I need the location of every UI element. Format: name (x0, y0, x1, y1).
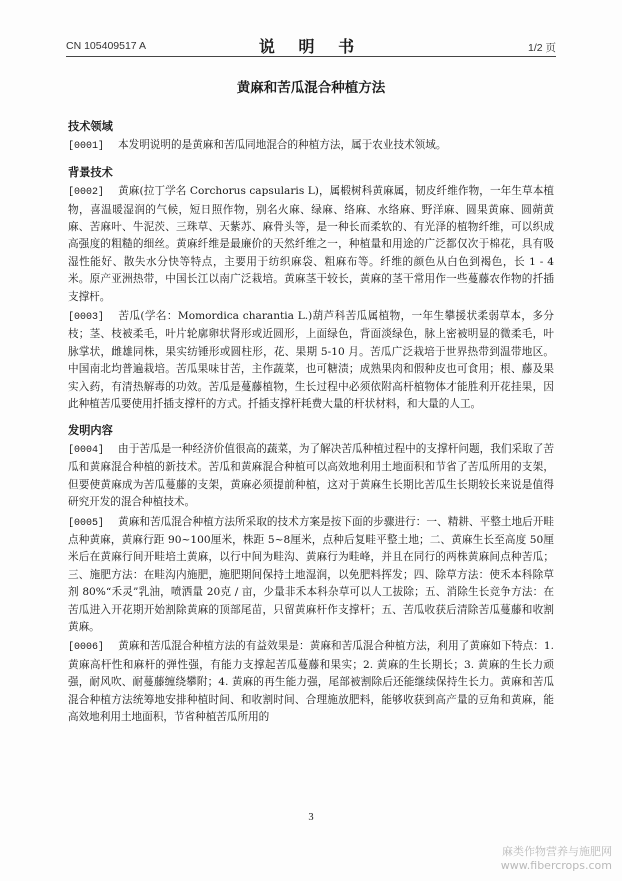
paragraph-number: [0002] (68, 187, 105, 199)
paragraph-0002 (68, 183, 554, 306)
paragraph-0006 (68, 638, 554, 726)
paragraph-number: [0003] (68, 312, 105, 324)
patent-number: CN 105409517 A (66, 40, 146, 52)
page-header (66, 34, 556, 57)
paragraph-number: [0001] (68, 141, 105, 153)
page-number: 3 (308, 812, 314, 823)
paragraph-text: 由于苦瓜是一种经济价值很高的蔬菜，为了解决苦瓜种植过程中的支撑杆问题，我们采取了苦瓜和黄麻混合种植的新技术。苦瓜和黄麻混合种植可以高效地利用土地面积和节省了苦瓜所用的支架，但要使黄麻成为苦瓜蔓藤的支架，黄麻必须提前种植，这对于黄麻生长期比苦瓜生长期较长来说是值得研究开发的混合种植技术。 (68, 442, 554, 509)
paragraph-text: 黄麻和苦瓜混合种植方法的有益效果是：黄麻和苦瓜混合种植方法，利用了黄麻如下特点：1. 黄麻高杆性和麻杆的弹性强，有能力支撑起苦瓜蔓藤和果实；2. 黄麻的生长期长；3. 黄麻的生长力顽强，耐风吹、耐蔓藤缠绕攀附；4. 黄麻的再生能力强，尾部被割除后还能继续保持生长力。黄麻和苦瓜混合种植方法统筹地安排种植时间、和收割时间、合理施放肥料，能够收获到高产量的豆角和黄麻，能高效地利用土地面积，节省种植苦瓜所用的 (68, 640, 554, 723)
watermark-url: www.fibercrops.com (500, 859, 612, 872)
site-watermark (501, 845, 612, 873)
paragraph-text: 苦瓜(学名：Momordica charantia L.)葫芦科苦瓜属植物，一年生攀援状柔弱草本，多分枝；茎、枝被柔毛，叶片轮廓卵状肾形或近圆形，上面绿色，背面淡绿色，脉上密被明显的微柔毛，叶脉掌状，雌雄同株，果实纺锤形或圆柱形，花、果期 5-10 月。苦瓜广泛栽培于世界热带到温带地区。中国南北均普遍栽培。苦瓜果味甘苦，主作蔬菜，也可糖渍；成熟果肉和假种皮也可食用；根、藤及果实入药，有清热解毒的功效。苦瓜是蔓藤植物，生长过程中必须依附高杆植物体才能胜利开花挂果，因此种植苦瓜要使用扦插支撑杆的方式。扦插支撑杆耗费大量的杆状材料，和大量的人工。 (68, 310, 554, 411)
section-heading-summary: 发明内容 (68, 423, 113, 437)
paragraph-0005 (68, 514, 554, 637)
section-heading-technical-field: 技术领域 (68, 120, 113, 133)
paragraph-text: 黄麻(拉丁学名 Corchorus capsularis L)，属椴树科黄麻属，韧皮纤维作物，一年生草本植物，喜温暖湿润的气候，短日照作物，别名火麻、绿麻、络麻、水络麻、野洋麻、圆果黄麻、圆蒴黄麻、苦麻叶、牛泥茨、三珠草、天紫苏、麻骨头等，是一种长而柔软的、有光泽的植物纤维，可以织成高强度的粗糙的细丝。黄麻纤维是最廉价的天然纤维之一，种植量和用途的广泛都仅次于棉花，具有吸湿性能好、散失水分快等特点，主要用于纺织麻袋、粗麻布等。纤维的颜色从白色到褐色，长 1 - 4 米。原产亚洲热带，中国长江以南广泛栽培。黄麻茎干较长，黄麻的茎干常用作一些蔓藤农作物的扦插支撑杆。 (68, 185, 554, 303)
paragraph-number: [0005] (68, 517, 105, 529)
paragraph-0003 (68, 308, 554, 413)
paragraph-text: 本发明说明的是黄麻和苦瓜同地混合的种植方法，属于农业技术领域。 (118, 139, 447, 152)
page-indicator: 1/2 页 (527, 42, 556, 54)
document-body (68, 118, 554, 728)
watermark-site-name: 麻类作物营养与施肥网 (502, 845, 612, 858)
document-type-title: 说 明 书 (258, 37, 364, 56)
paragraph-0004 (68, 441, 554, 512)
paragraph-text: 黄麻和苦瓜混合种植方法所采取的技术方案是按下面的步骤进行：一、精耕、平整土地后开畦点种黄麻，黄麻行距 90~100厘米，株距 5~8厘米，点种后复畦平整土地；二、黄麻生长至高度 50厘米后在黄麻行间开畦培土黄麻，以行中间为畦沟、黄麻行为畦峰，并且在同行的两株黄麻间点种苦瓜；三、施肥方法：在畦沟内施肥，施肥期间保持土地湿润，以免肥料挥发；四、除草方法：使禾本科除草剂 80%“禾灵”乳油，喷洒量 20克 / 亩，少量非禾本科杂草可以人工拔除；五、消除生长竞争方法：在苦瓜进入开花期开始割除黄麻的顶部尾苗，只留黄麻杆作支撑杆；五、苦瓜收获后清除苦瓜蔓藤和收割黄麻。 (68, 515, 554, 633)
paragraph-number: [0004] (68, 444, 105, 456)
paragraph-number: [0006] (68, 642, 105, 654)
invention-title: 黄麻和苦瓜混合种植方法 (236, 80, 386, 96)
section-heading-background: 背景技术 (68, 165, 113, 179)
paragraph-0001 (68, 137, 554, 155)
